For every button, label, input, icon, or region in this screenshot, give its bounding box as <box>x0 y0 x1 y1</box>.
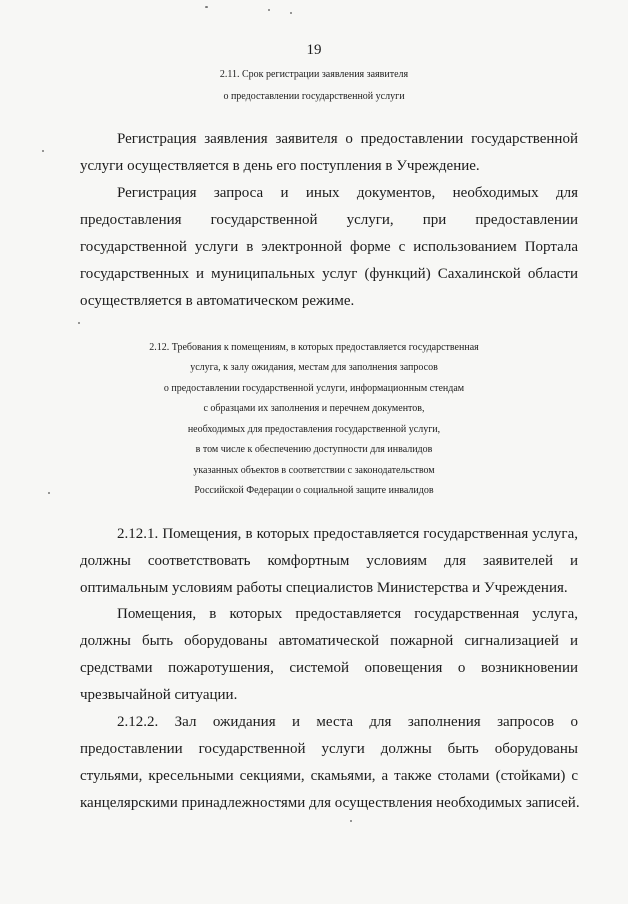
section-heading-line: с образцами их заполнения и перечнем документов, <box>203 403 425 414</box>
section-heading-line: 2.11. Срок регистрации заявления заявителя <box>219 69 409 80</box>
paragraph-line: канцелярскими принадлежностями для осуществления необходимых записей. <box>80 795 580 811</box>
paragraph-line: Регистрация заявления заявителя о предоставлении государственной <box>117 131 578 147</box>
paragraph-line: оптимальным условиям работы специалистов Министерства и Учреждения. <box>80 580 568 596</box>
section-heading-line: 2.12. Требования к помещениям, в которых предоставляется государственная <box>149 342 479 353</box>
paragraph-line: Помещения, в которых предоставляется государственная услуга, <box>117 606 578 622</box>
section-heading-line: Российской Федерации о социальной защите инвалидов <box>194 485 434 496</box>
section-heading-line: о предоставлении государственной услуги, информационным стендам <box>163 383 465 394</box>
scan-speck <box>78 322 80 324</box>
scan-speck <box>268 9 270 11</box>
paragraph-line: 2.12.1. Помещения, в которых предоставляется государственная услуга, <box>117 526 578 542</box>
paragraph-line: средствами пожаротушения, системой оповещения о возникновении <box>80 660 578 676</box>
section-heading-line: услуга, к залу ожидания, местам для заполнения запросов <box>190 362 438 373</box>
section-heading-line: в том числе к обеспечению доступности для инвалидов <box>195 444 433 455</box>
scan-speck <box>350 820 352 822</box>
section-heading-line: указанных объектов в соответствии с законодательством <box>193 465 435 476</box>
scan-speck <box>205 6 208 8</box>
section-heading-line: необходимых для предоставления государственной услуги, <box>187 424 441 435</box>
paragraph-line: 2.12.2. Зал ожидания и места для заполнения запросов о <box>117 714 578 730</box>
paragraph-line: чрезвычайной ситуации. <box>80 687 238 703</box>
paragraph-line: государственных и муниципальных услуг (функций) Сахалинской области <box>80 266 578 282</box>
scan-speck <box>290 12 292 14</box>
page-number: 19 <box>306 42 322 58</box>
paragraph-line: услуги осуществляется в день его поступления в Учреждение. <box>80 158 480 174</box>
paragraph-line: Регистрация запроса и иных документов, необходимых для <box>117 185 578 201</box>
paragraph-line: стульями, кресельными секциями, скамьями, а также столами (стойками) с <box>80 768 578 784</box>
paragraph-line: государственной услуги в электронной форме с использованием Портала <box>80 239 578 255</box>
paragraph-line: осуществляется в автоматическом режиме. <box>80 293 355 309</box>
scan-speck <box>42 150 44 152</box>
paragraph-line: предоставлении государственной услуги должны быть оборудованы <box>80 741 578 757</box>
paragraph-line: должны соответствовать комфортным условиям для заявителей и <box>80 553 578 569</box>
paragraph-line: должны быть оборудованы автоматической пожарной сигнализацией и <box>80 633 578 649</box>
paragraph-line: предоставления государственной услуги, при предоставлении <box>80 212 578 228</box>
section-heading-line: о предоставлении государственной услуги <box>223 91 405 102</box>
